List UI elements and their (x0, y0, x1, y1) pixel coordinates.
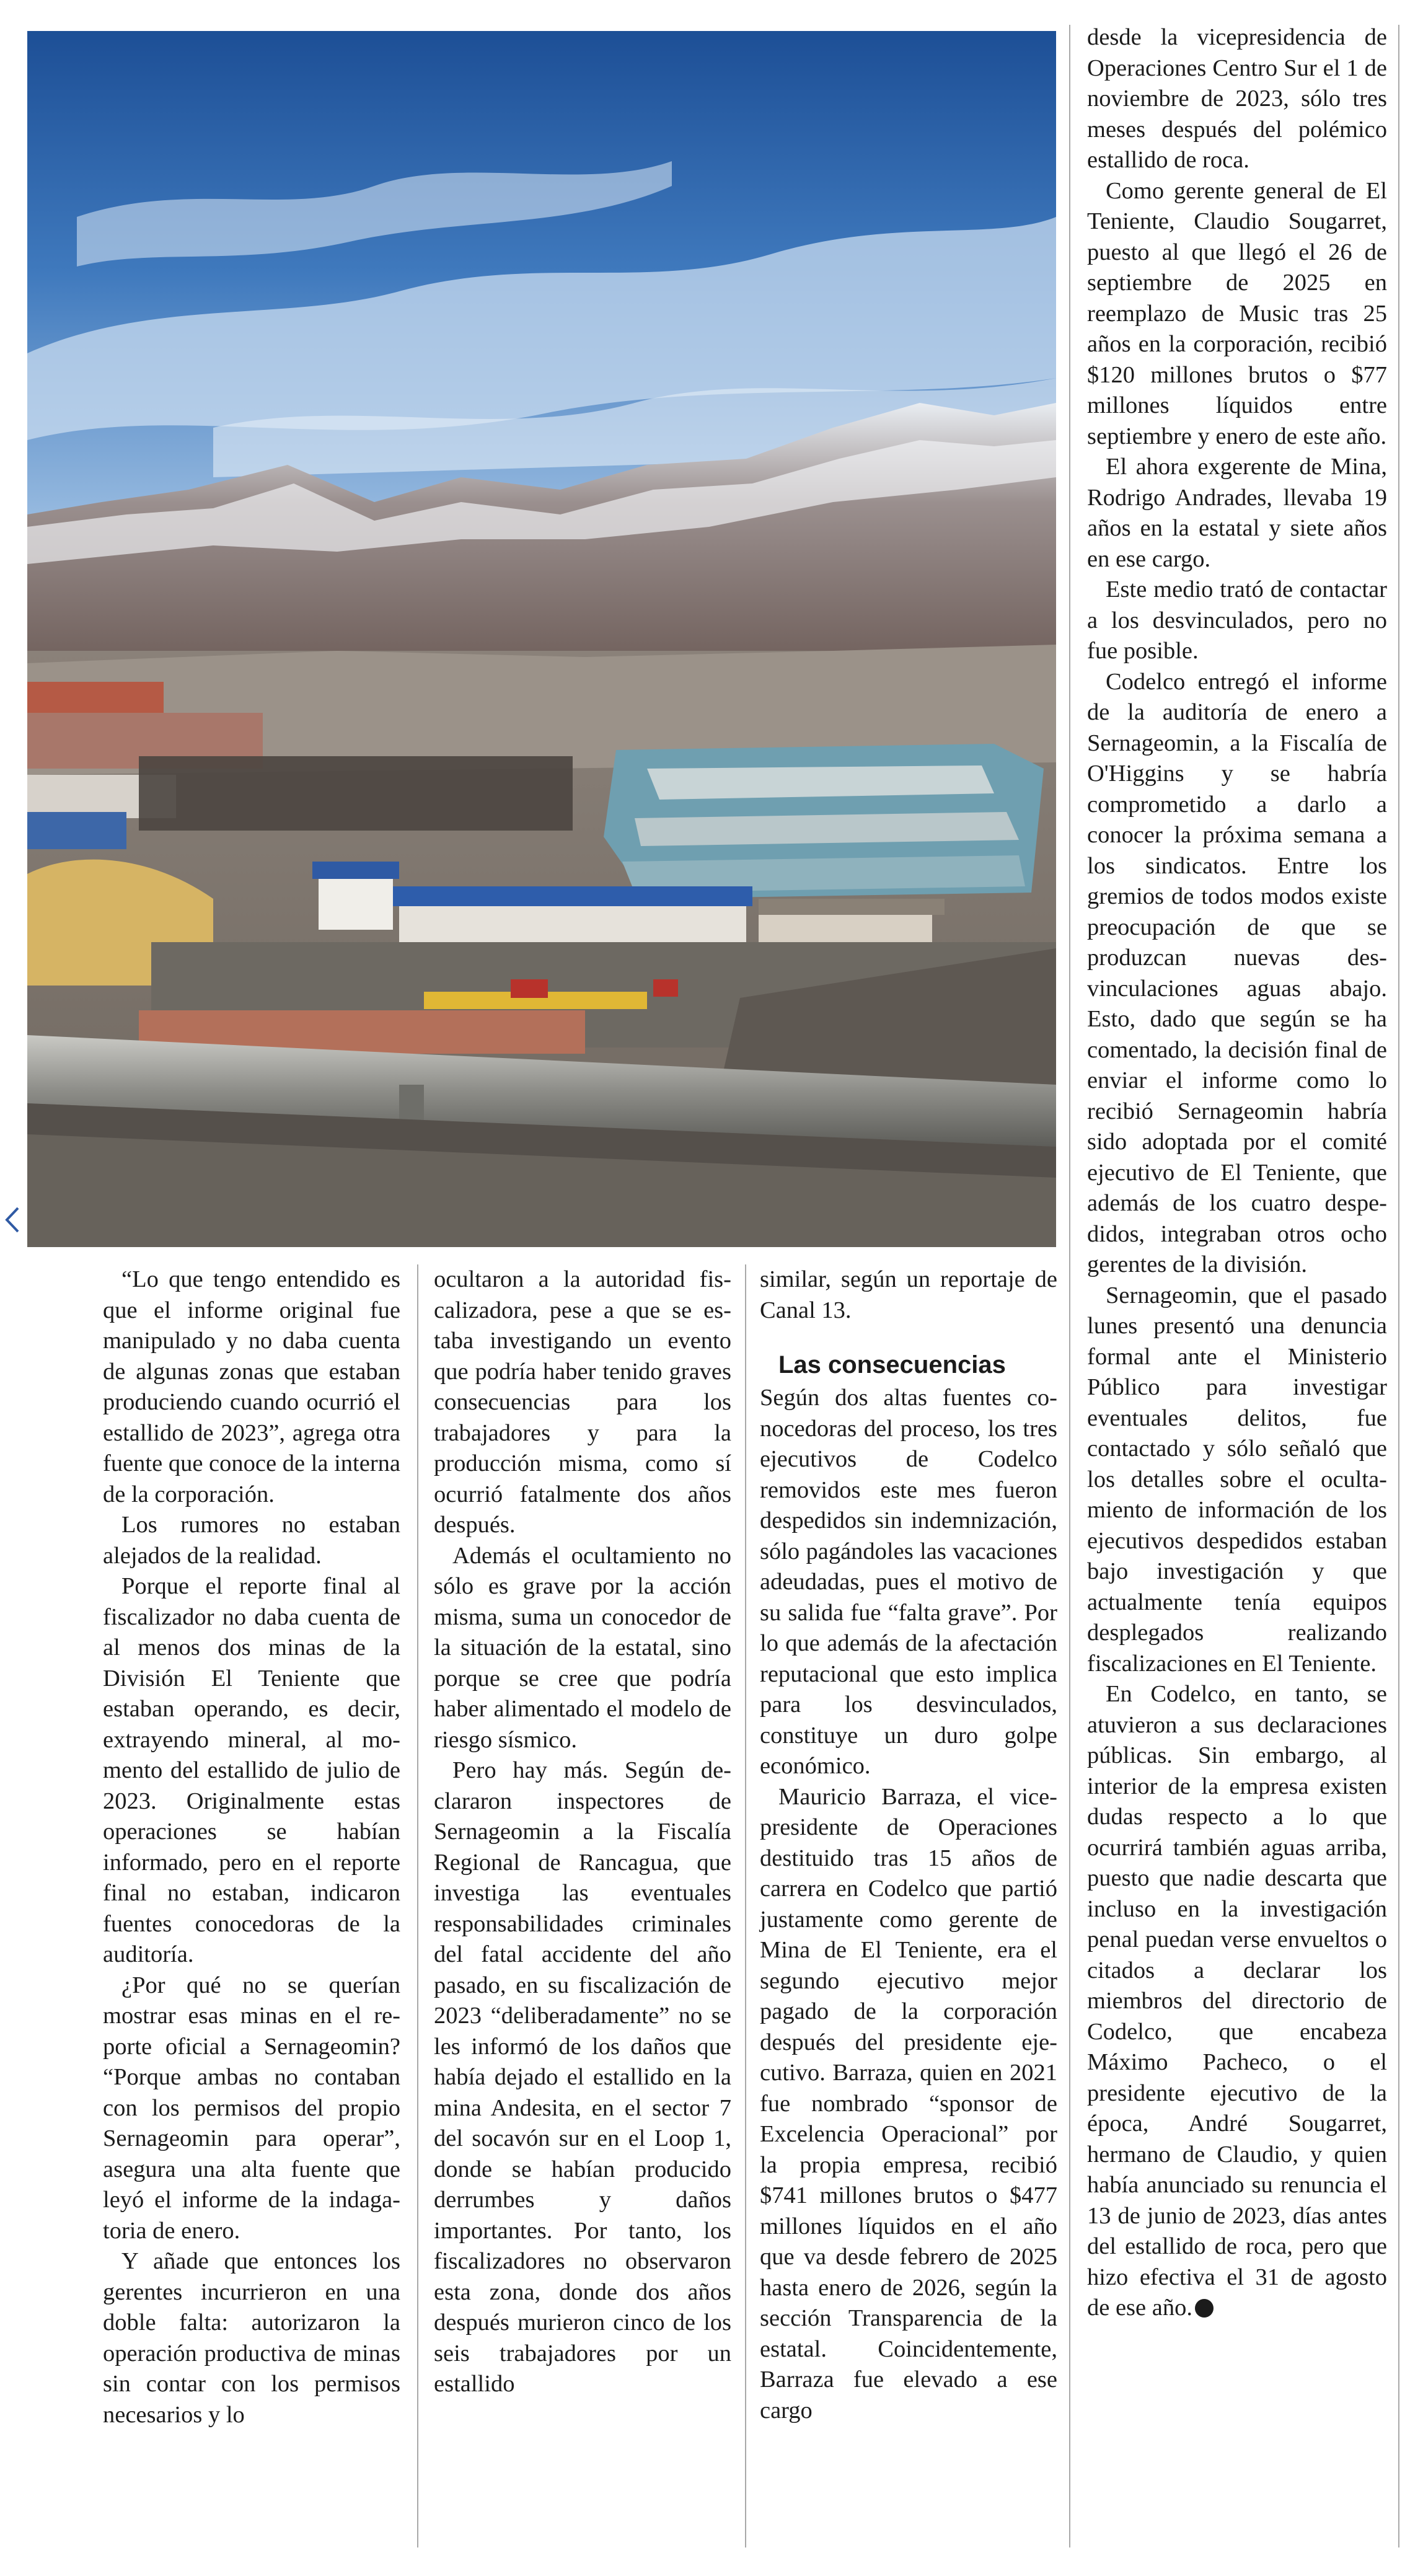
paragraph: Según dos altas fuentes conocedoras del proceso, los tres ejecutivos de Codelco removidos este mes fueron despedidos sin indemnización, sólo pagándoles las vacaciones adeudadas, pues el motivo de su salida fue “falta grave”. Por lo que además de la afectación reputacional que esto implica para los desvinculados, constituye un duro golpe económico. (760, 1385, 1057, 1779)
article-column-1 (103, 1264, 400, 2430)
paragraph: Como gerente general de El Teniente, Claudio Sougarret, puesto al que llegó el 26 de septiembre de 2025 en reemplazo de Music tras 25 años en la corporación, recibió $120 millones brutos o $77 millones líquidos entre septiembre y enero de este año. (1087, 177, 1387, 449)
paragraph: Además el ocultamiento no sólo es grave por la acción misma, suma un conocedor de la situación de la estatal, sino porque se cree que podría haber alimentado el modelo de riesgo sísmico. (434, 1542, 731, 1753)
chevron-left-icon (4, 1206, 20, 1234)
previous-page-button[interactable] (1, 1201, 24, 1238)
paragraph: desde la vicepresidencia de Operaciones Centro Sur el 1 de noviembre de 2023, sólo tres meses después del polémico estallido de roca. (1087, 24, 1387, 173)
paragraph: “Lo que tengo entendido es que el informe original fue manipulado y no daba cuenta de algunas zonas que estaban produciendo cuando ocurrió el estallido de 2023”, agrega otra fuente que conoce de la interna de la corporación. (103, 1266, 400, 1507)
paragraph: Y añade que entonces los gerentes incurrieron en una doble falta: autorizaron la operación productiva de minas sin contar con los permisos necesarios y lo (103, 2248, 400, 2428)
paragraph: similar, según un reportaje de Canal 13. (760, 1266, 1057, 1323)
mine-landscape-image (27, 31, 1056, 1247)
paragraph: ¿Por qué no se querían mostrar esas minas en el reporte oficial a Sernageomin? “Porque ambas no contaban con los permisos del propio Sernageomin para operar”, asegura una alta fuente que leyó el informe de la indagatoria de enero. (103, 1972, 400, 2244)
article-photo (27, 31, 1056, 1247)
paragraph: Los rumores no estaban alejados de la realidad. (103, 1512, 400, 1569)
paragraph: Este medio trató de contactar a los desvinculados, pero no fue posible. (1087, 576, 1387, 664)
end-of-article-icon (1195, 2299, 1214, 2318)
paragraph: Mauricio Barraza, el vicepresidente de Operaciones destituido tras 15 años de carrera en Codelco que partió justamente como gerente de Mina de El Teniente, era el segundo ejecutivo mejor pagado de la corporación después del presidente ejecutivo. Barraza, quien en 2021 fue nombrado “sponsor de Excelencia Operacional” por la propia empresa, recibió $741 millones brutos o $477 millones líquidos en el año que va desde febrero de 2025 hasta enero de 2026, según la sección Transparencia de la estatal. Coincidentemente, Barraza fue elevado a ese cargo (760, 1783, 1057, 2424)
paragraph-last (1087, 1679, 1387, 2324)
paragraph: El ahora exgerente de Mina, Rodrigo Andrades, llevaba 19 años en la estatal y siete años en ese cargo. (1087, 454, 1387, 572)
column-divider (745, 1264, 746, 2547)
paragraph: Porque el reporte final al fiscalizador no daba cuenta de al menos dos minas de la División El Teniente que estaban operando, es decir, extrayendo mineral, al momento del estallido de julio de 2023. Originalmente estas operaciones se habían informado, pero en el reporte final no estaban, indicaron fuentes conocedoras de la auditoría. (103, 1573, 400, 1967)
article-column-2 (434, 1264, 731, 2400)
paragraph: Pero hay más. Según declararon inspectores de Sernageomin a la Fiscalía Regional de Rancagua, que investiga las eventuales responsabilidades criminales del fatal accidente del año pasado, en su fiscalización de 2023 “deliberadamente” no se les informó de los daños que había dejado el estallido en la mina Andesita, en el sector 7 del socavón sur en el Loop 1, donde se habían producido derrumbes y daños importantes. Por tanto, los fiscalizadores no observaron esta zona, donde dos años después murieron cinco de los seis trabajadores por un estallido (434, 1757, 731, 2397)
column-divider (1069, 25, 1070, 2547)
article-column-3 (760, 1264, 1057, 2426)
paragraph: Sernageomin, que el pasado lunes presentó una denuncia formal ante el Ministerio Público para investigar eventuales delitos, fue contactado y sólo señaló que los detalles sobre el ocultamiento de información de los ejecutivos despedidos estaban bajo investigación y que actualmente tenía equipos desplegados realizando fiscalizaciones en El Teniente. (1087, 1282, 1387, 1677)
section-subheading: Las consecuencias (778, 1351, 1006, 1378)
paragraph-text: En Codelco, en tanto, se atuvieron a sus declaraciones públicas. Sin embargo, al interior de la empresa existen dudas respecto a lo que ocurrirá también aguas arriba, puesto que nadie descarta que incluso en la investigación penal puedan verse envueltos o citados a declarar los miembros del directorio de Codelco, que encabeza Máximo Pacheco, o el presidente ejecutivo de la época, André Sougarret, hermano de Claudio, y quien había anunciado su renuncia el 13 de junio de 2023, días antes del estallido de roca, pero que hizo efectiva el 31 de agosto de ese año. (1087, 1681, 1387, 2321)
column-divider (1398, 25, 1399, 2547)
column-divider (417, 1264, 418, 2547)
paragraph: Codelco entregó el informe de la auditoría de enero a Sernageomin, a la Fiscalía de O'Higgins y se habría comprometido a darlo a conocer la próxima semana a los sindicatos. Entre los gremios de todos modos existe preocupación de que se produzcan nuevas desvinculaciones aguas abajo. Esto, dado que según se ha comentado, la decisión final de enviar el informe como lo recibió Sernageomin habría sido adoptada por el comité ejecutivo de El Teniente, que además de los cuatro despedidos, integraban otros ocho gerentes de la división. (1087, 668, 1387, 1277)
article-column-4 (1087, 22, 1387, 2324)
paragraph: ocultaron a la autoridad fiscalizadora, pese a que se estaba investigando un evento que podría haber tenido graves consecuencias para los trabajadores y para la producción misma, como sí ocurrió fatalmente dos años después. (434, 1266, 731, 1538)
